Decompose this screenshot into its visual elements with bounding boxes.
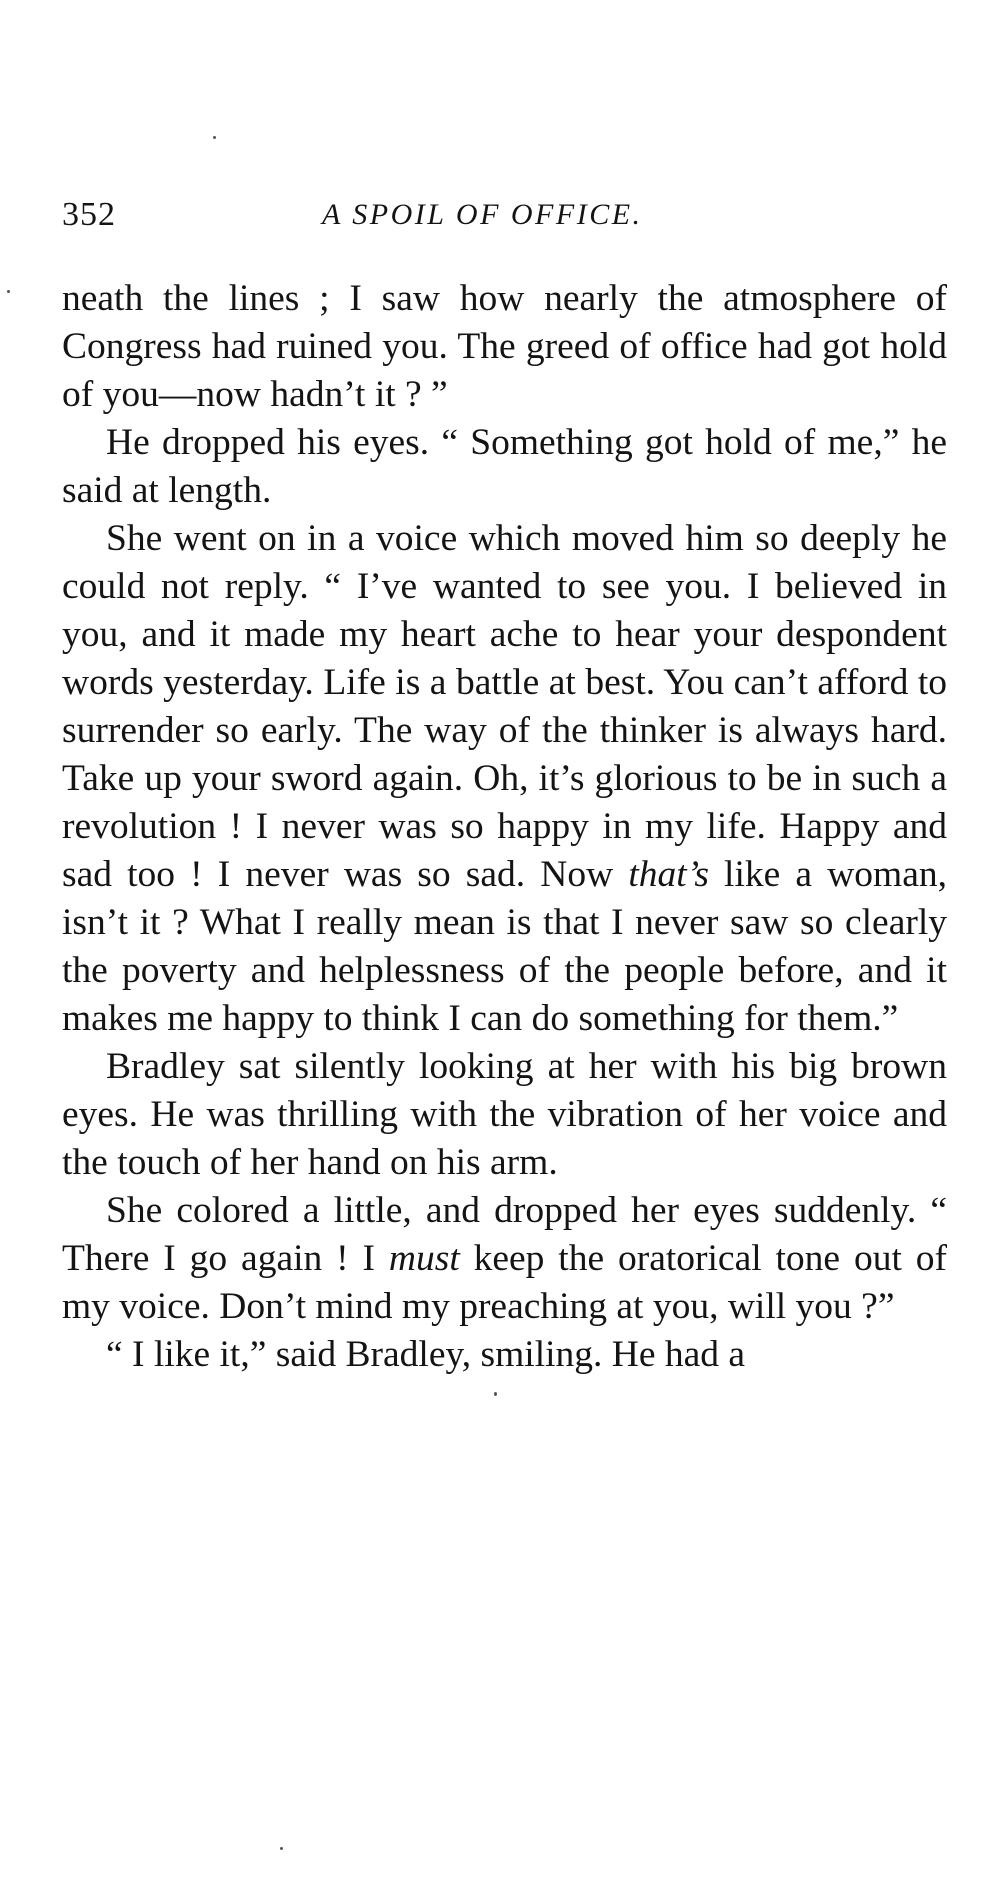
scan-speck [494, 1392, 497, 1396]
running-head [62, 190, 942, 240]
paragraph-1: neath the lines ; I saw how nearly the atmosphere of Congress had ruined you. The greed of office had got hold of you—now hadn’t it ? ” [62, 278, 947, 415]
paragraph-3 [62, 515, 947, 1043]
paragraph-5 [62, 1187, 947, 1331]
paragraph-3-text-after: like a woman, isn’t it ? What I really mean is that I never saw so clearly the poverty and helplessness of the people before, and it makes me happy to think I can do something for them.” [62, 854, 947, 1039]
running-title: A SPOIL OF OFFICE. [322, 198, 643, 231]
page-number: 352 [62, 196, 116, 233]
paragraph-5-text-after: keep the oratorical tone out of my voice. Don’t mind my preaching at you, will you ?” [62, 1238, 947, 1327]
scan-speck [213, 136, 216, 139]
paragraph-3-text-before: She went on in a voice which moved him so deeply he could not reply. “ I’ve wanted to see you. I believed in you, and it made my heart ache to hear your despondent words yesterday. Life is a battle at best. You can’t afford to surrender so early. The way of the thinker is always hard. Take up your sword again. Oh, it’s glorious to be in such a revolution ! I never was so happy in my life. Happy and sad too ! I never was so sad. Now [62, 518, 947, 895]
paragraph-2: He dropped his eyes. “ Something got hold of me,” he said at length. [62, 422, 947, 511]
paragraph-6: “ I like it,” said Bradley, smiling. He had a [106, 1334, 746, 1375]
paragraph-3-emphasis: that’s [628, 854, 709, 895]
paragraph-4: Bradley sat silently looking at her with his big brown eyes. He was thrilling with the vibration of her voice and the touch of her hand on his arm. [62, 1046, 947, 1183]
paragraph-5-emphasis: must [388, 1238, 460, 1279]
scan-speck [280, 1847, 283, 1850]
body-text [62, 275, 947, 1379]
paragraph-5-text-before: She colored a little, and dropped her eyes suddenly. “ There I go again ! I [62, 1190, 947, 1279]
scan-speck [7, 290, 10, 293]
